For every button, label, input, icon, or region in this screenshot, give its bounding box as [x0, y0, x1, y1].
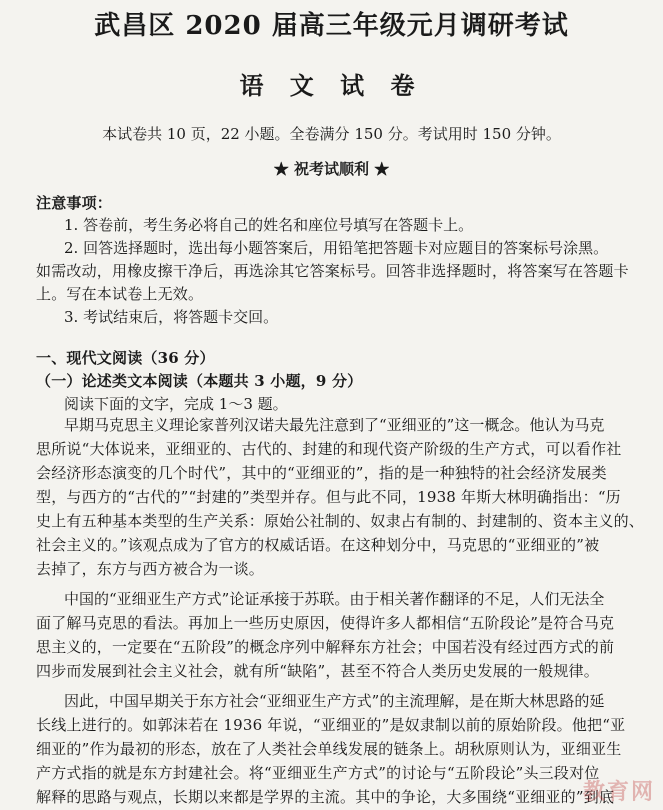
passage-line: 产方式指的就是东方封建社会。将“亚细亚生产方式”的讨论与“五阶段论”头三段对位 — [36, 764, 600, 782]
notice-line: 1. 答卷前，考生务必将自己的姓名和座位号填写在答题卡上。 — [64, 216, 474, 234]
site-watermark: 教育网 — [582, 780, 655, 805]
exam-title: 武昌区 2020 届高三年级元月调研考试 — [94, 11, 569, 41]
passage-line: 型，与西方的“古代的”“封建的”类型并存。但与此不同，1938 年斯大林明确指出：“历 — [36, 488, 621, 506]
subsection-heading: （一）论述类文本阅读（本题共 3 小题，9 分） — [36, 372, 363, 390]
notice-line: 上。写在本试卷上无效。 — [36, 285, 204, 303]
passage-line: 中国的“亚细亚生产方式”论证承接于苏联。由于相关著作翻译的不足，人们无法全 — [64, 590, 605, 608]
passage-line: 细亚的”作为最初的形态，放在了人类社会单线发展的链条上。胡秋原则认为，亚细亚生 — [36, 740, 622, 758]
good-luck-banner: ★ 祝考试顺利 ★ — [273, 160, 390, 178]
passage-line: 因此，中国早期关于东方社会“亚细亚生产方式”的主流理解，是在斯大林思路的延 — [64, 692, 605, 710]
passage-line: 思主义的，一定要在“五阶段”的概念序列中解释东方社会；中国若没有经过西方式的前 — [36, 638, 615, 656]
section-heading: 一、现代文阅读（36 分） — [36, 349, 215, 367]
exam-info: 本试卷共 10 页，22 小题。全卷满分 150 分。考试用时 150 分钟。 — [102, 125, 561, 143]
passage-line: 四步而发展到社会主义社会，就有所“缺陷”，甚至不符合人类历史发展的一般规律。 — [36, 662, 599, 680]
notice-line: 3. 考试结束后，将答题卡交回。 — [64, 308, 279, 326]
notice-line: 如需改动，用橡皮擦干净后，再选涂其它答案标号。回答非选择题时，将答案写在答题卡 — [36, 262, 629, 280]
passage-line: 会经济形态演变的几个时代”，其中的“亚细亚的”，指的是一种独特的社会经济发展类 — [36, 464, 607, 482]
notice-heading: 注意事项： — [36, 194, 113, 212]
paper-subtitle: 语 文 试 卷 — [239, 71, 424, 100]
passage-line: 早期马克思主义理论家普列汉诺夫最先注意到了“亚细亚的”这一概念。他认为马克 — [64, 416, 605, 434]
notice-line: 2. 回答选择题时，选出每小题答案后，用铅笔把答题卡对应题目的答案标号涂黑。 — [64, 239, 609, 257]
reading-instruction: 阅读下面的文字，完成 1～3 题。 — [64, 395, 288, 413]
passage-line: 长线上进行的。如郭沫若在 1936 年说，“亚细亚的”是奴隶制以前的原始阶段。他把“亚 — [36, 716, 626, 734]
passage-line: 思所说“大体说来，亚细亚的、古代的、封建的和现代资产阶级的生产方式，可以看作社 — [36, 440, 622, 458]
passage-line: 社会主义的。”该观点成为了官方的权威话语。在这种划分中，马克思的“亚细亚的”被 — [36, 536, 600, 554]
passage-line: 去掉了，东方与西方被合为一谈。 — [36, 560, 265, 578]
passage-line: 解释的思路与观点，长期以来都是学界的主流。其中的争论，大多围绕“亚细亚的”到底 — [36, 788, 615, 806]
passage-line: 史上有五种基本类型的生产关系：原始公社制的、奴隶占有制的、封建制的、资本主义的、 — [36, 512, 645, 530]
passage-line: 面了解马克思的看法。再加上一些历史原因，使得许多人都相信“五阶段论”是符合马克 — [36, 614, 615, 632]
